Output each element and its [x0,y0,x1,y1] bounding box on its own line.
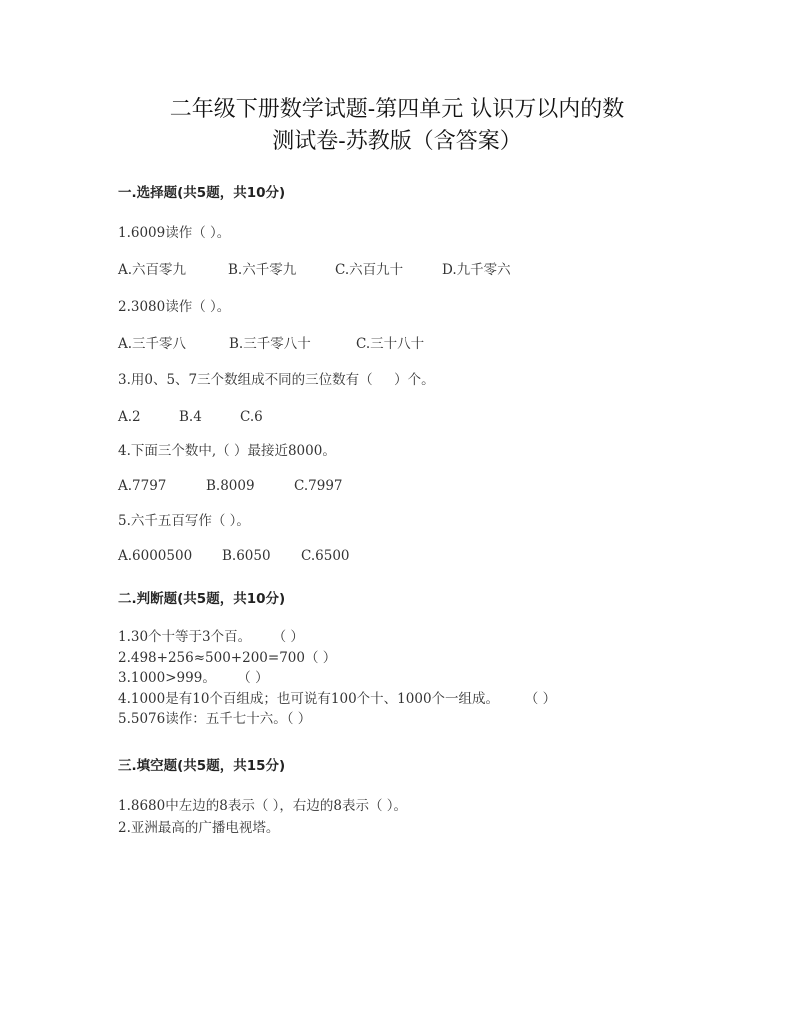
question-3-options [118,408,263,426]
question-2-options [118,335,424,353]
option-b: B.4 [179,409,202,425]
option-a: A.2 [118,409,141,425]
section-heading-fill-in: 三.填空题(共5题，共15分) [118,758,286,774]
option-c: C.6500 [301,548,350,564]
question-1: 1.6009读作（ ）。 [118,225,231,241]
judgement-item: 5.5076读作：五千七十六。（ ） [118,711,312,727]
page-title-line1: 二年级下册数学试题-第四单元 认识万以内的数 [169,97,625,122]
option-c: C.三十八十 [356,336,425,352]
option-b: B.三千零八十 [229,336,311,352]
section-heading-choice: 一.选择题(共5题，共10分) [118,185,286,201]
question-5-options [118,547,350,565]
option-b: B.六千零九 [228,262,297,278]
option-a: A.7797 [118,478,167,494]
option-a: A.三千零八 [118,336,187,352]
page-title-line2: 测试卷-苏教版（含答案） [272,129,522,154]
option-c: C.6 [240,409,263,425]
option-c: C.六百九十 [335,262,404,278]
fill-in-item: 2.亚洲最高的广播电视塔。 [118,820,280,836]
judgement-item: 3.1000>999。 （ ） [118,670,269,686]
judgement-item: 4.1000是有10个百组成；也可说有100个十、1000个一组成。 （ ） [118,690,557,707]
question-3: 3.用0、5、7三个数组成不同的三位数有（ ）个。 [118,372,435,388]
question-5: 5.六千五百写作（ ）。 [118,513,250,529]
judgement-item: 1.30个十等于3个百。 （ ） [118,629,304,645]
option-b: B.6050 [222,548,271,564]
question-4-options [118,477,343,495]
option-a: A.六百零九 [118,262,187,278]
question-4: 4.下面三个数中,（ ）最接近8000。 [118,443,336,459]
section-heading-judgement: 二.判断题(共5题，共10分) [118,591,286,607]
option-b: B.8009 [206,478,255,494]
judgement-item: 2.498+256≈500+200=700（ ） [118,649,337,666]
question-1-options [118,261,511,279]
option-c: C.7997 [294,478,343,494]
question-2: 2.3080读作（ ）。 [118,299,231,315]
option-a: A.6000500 [118,548,193,564]
option-d: D.九千零六 [442,262,511,278]
fill-in-item: 1.8680中左边的8表示（ ），右边的8表示（ ）。 [118,798,407,814]
